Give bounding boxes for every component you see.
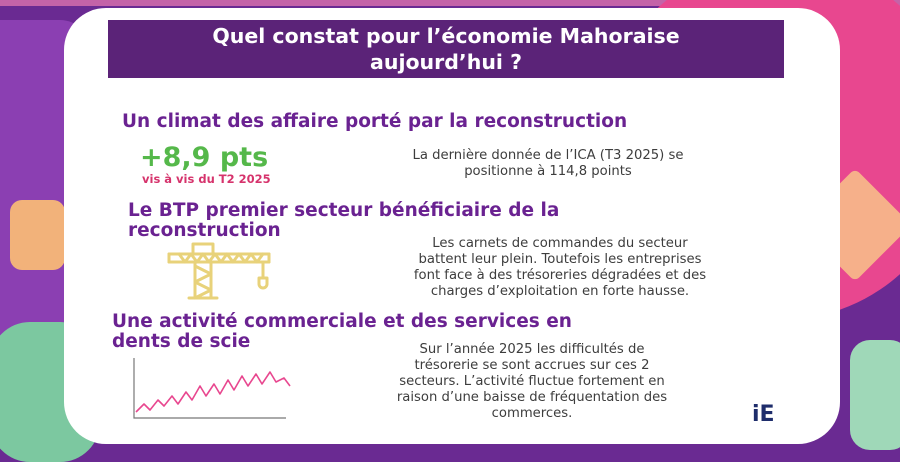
section2-text-line: font face à des trésoreries dégradées et des [413, 268, 707, 283]
section3-text-line: Sur l’année 2025 les difficultés de [419, 342, 645, 357]
section1-text-line: La dernière donnée de l’ICA (T3 2025) se [412, 148, 684, 163]
section3-text-line: trésorerie se sont accrues sur ces 2 [414, 358, 650, 373]
section-title-commerce-line-2: dents de scie [112, 331, 251, 352]
section1-text-line: positionne à 114,8 points [464, 164, 632, 179]
page-title [108, 20, 784, 78]
section3-text-line: raison d’une baisse de fréquentation des [396, 390, 668, 405]
section-title-climat: Un climat des affaire porté par la reconstruction [122, 111, 628, 132]
page-title-line-1: Quel constat pour l’économie Mahoraise [212, 24, 680, 48]
section3-text-line: secteurs. L’activité fluctue fortement en [399, 374, 665, 389]
section2-text-line: charges d’exploitation en forte hausse. [430, 284, 690, 299]
section2-text-line: Les carnets de commandes du secteur [432, 236, 688, 251]
section-title-btp-line-1: Le BTP premier secteur bénéficiaire de la [128, 200, 560, 221]
line-chart-icon [128, 356, 296, 424]
section-title-btp-line-2: reconstruction [128, 220, 281, 241]
section-title-btp [128, 201, 559, 241]
section1-text [338, 148, 758, 180]
section3-text-line: commerces. [491, 406, 573, 421]
section3-text [312, 342, 752, 422]
section2-text-line: battent leur plein. Toutefois les entreprises [418, 252, 702, 267]
crane-icon [165, 240, 275, 302]
page-title-line-2: aujourd’hui ? [370, 50, 522, 74]
ie-logo: iE [752, 402, 775, 427]
highlight-value: +8,9 pts [140, 142, 269, 173]
section-title-commerce-line-1: Une activité commerciale et des services en [112, 311, 572, 332]
background-orange-shape [10, 200, 65, 270]
background-mint-shape [850, 340, 900, 450]
section2-text [350, 236, 770, 300]
highlight-subtitle: vis à vis du T2 2025 [142, 172, 271, 186]
